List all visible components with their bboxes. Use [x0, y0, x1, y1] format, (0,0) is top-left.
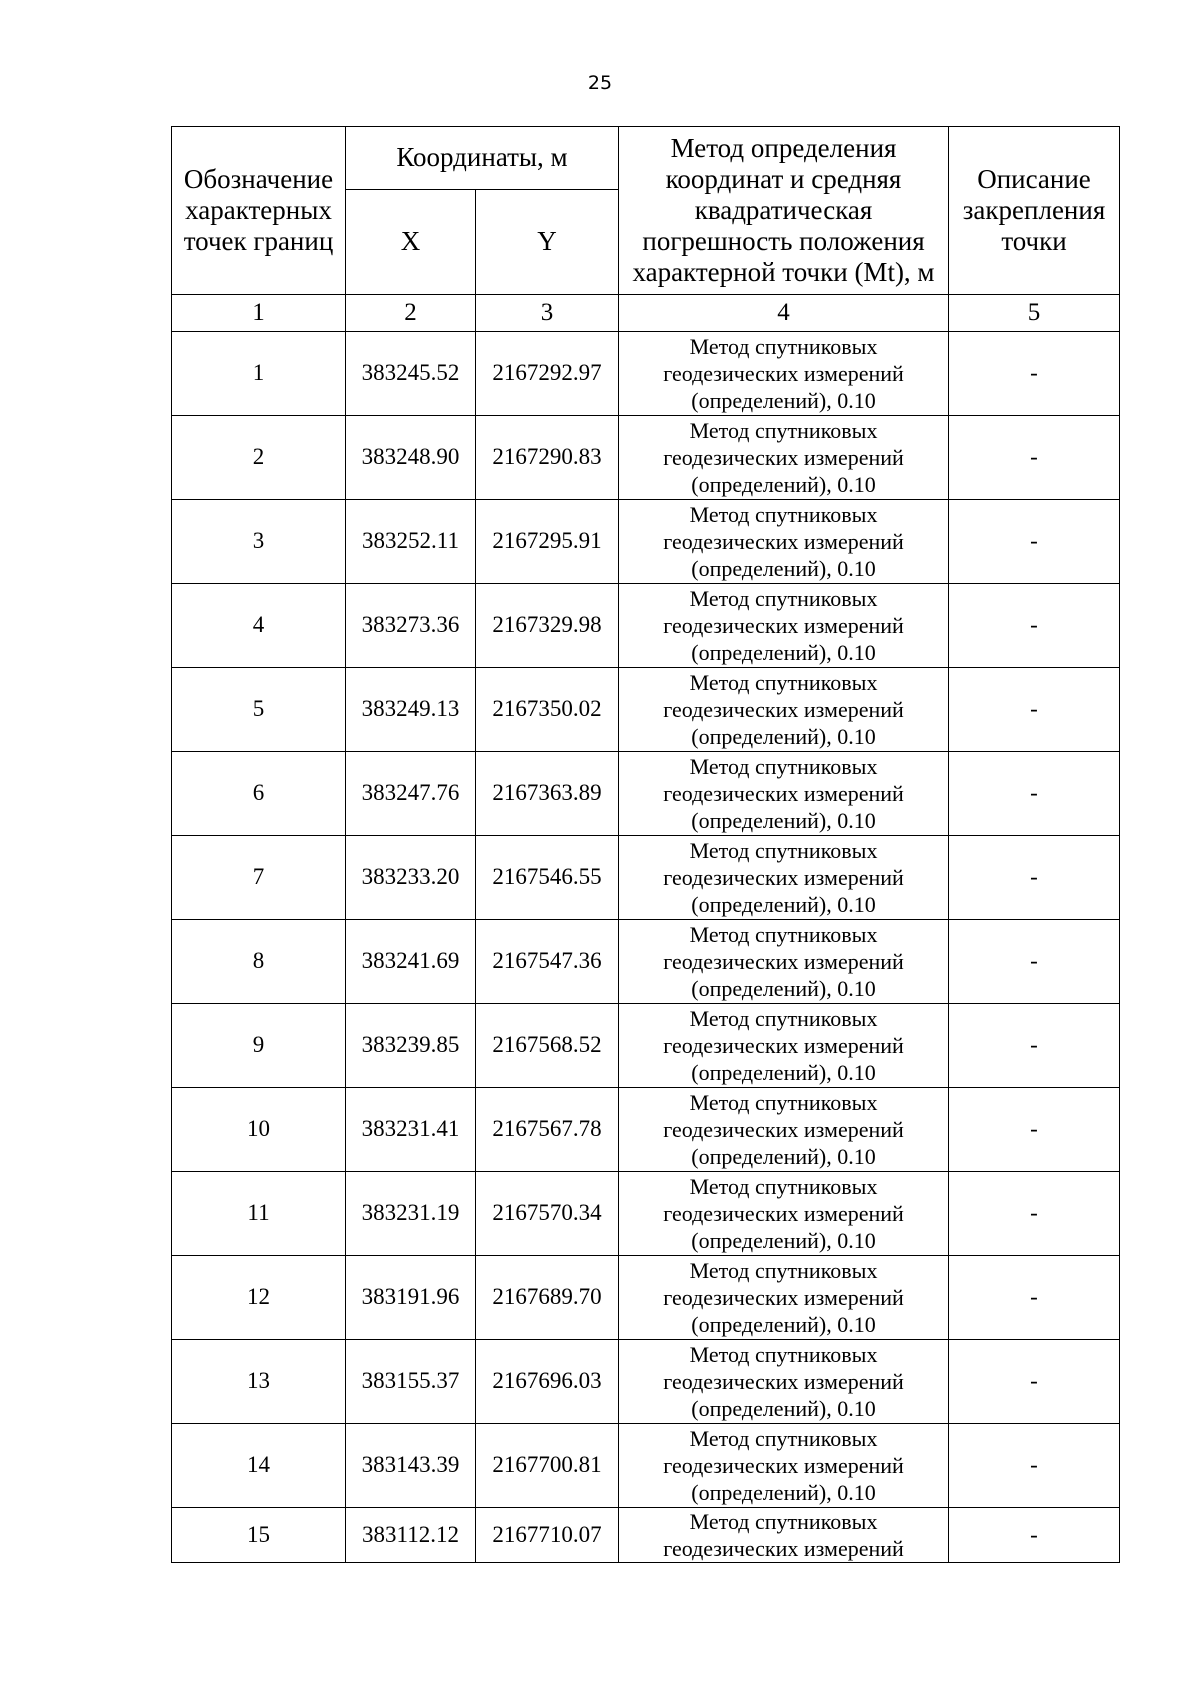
cell-y: 2167710.07 [476, 1508, 619, 1563]
column-number: 1 [172, 295, 346, 332]
table-row [172, 752, 1120, 836]
table-row [172, 1340, 1120, 1424]
method-line: геодезических измерений [663, 361, 904, 386]
method-line: Метод спутниковых [689, 838, 878, 863]
method-line: геодезических измерений [663, 1201, 904, 1226]
cell-y: 2167547.36 [476, 920, 619, 1004]
cell-x: 383112.12 [346, 1508, 476, 1563]
cell-x: 383249.13 [346, 668, 476, 752]
table-row [172, 1508, 1120, 1563]
cell-point: 4 [172, 584, 346, 668]
method-line: (определений), 0.10 [691, 640, 876, 665]
cell-method [619, 416, 949, 500]
cell-method [619, 332, 949, 416]
cell-y: 2167689.70 [476, 1256, 619, 1340]
cell-x: 383155.37 [346, 1340, 476, 1424]
header-y: Y [476, 190, 619, 295]
method-line: геодезических измерений [663, 613, 904, 638]
cell-method [619, 1424, 949, 1508]
cell-description: - [949, 416, 1120, 500]
method-line: (определений), 0.10 [691, 1228, 876, 1253]
method-line: геодезических измерений [663, 697, 904, 722]
cell-x: 383241.69 [346, 920, 476, 1004]
cell-point: 11 [172, 1172, 346, 1256]
cell-method [619, 836, 949, 920]
cell-description: - [949, 1256, 1120, 1340]
coordinates-table [171, 126, 1120, 1563]
method-line: геодезических измерений [663, 1285, 904, 1310]
cell-x: 383239.85 [346, 1004, 476, 1088]
header-x: X [346, 190, 476, 295]
method-line: геодезических измерений [663, 445, 904, 470]
table-row [172, 668, 1120, 752]
method-line: (определений), 0.10 [691, 1312, 876, 1337]
cell-method [619, 1508, 949, 1563]
cell-x: 383233.20 [346, 836, 476, 920]
table-row [172, 1088, 1120, 1172]
cell-point: 10 [172, 1088, 346, 1172]
cell-description: - [949, 1088, 1120, 1172]
cell-x: 383273.36 [346, 584, 476, 668]
table-row [172, 920, 1120, 1004]
cell-y: 2167350.02 [476, 668, 619, 752]
method-line: (определений), 0.10 [691, 1480, 876, 1505]
header-description: Описание закрепления точки [949, 127, 1120, 295]
cell-x: 383248.90 [346, 416, 476, 500]
table-row [172, 1004, 1120, 1088]
cell-point: 12 [172, 1256, 346, 1340]
method-line: Метод спутниковых [689, 1258, 878, 1283]
cell-method [619, 1340, 949, 1424]
cell-method [619, 584, 949, 668]
cell-method [619, 1088, 949, 1172]
method-line: (определений), 0.10 [691, 892, 876, 917]
method-line: (определений), 0.10 [691, 472, 876, 497]
page-number: 25 [587, 72, 613, 94]
cell-point: 2 [172, 416, 346, 500]
table-row [172, 500, 1120, 584]
cell-description: - [949, 1172, 1120, 1256]
table-row [172, 416, 1120, 500]
method-line: Метод спутниковых [689, 1174, 878, 1199]
cell-point: 6 [172, 752, 346, 836]
method-line: геодезических измерений [663, 949, 904, 974]
cell-y: 2167295.91 [476, 500, 619, 584]
method-line: геодезических измерений [663, 1453, 904, 1478]
header-designation: Обозначение характерных точек границ [172, 127, 346, 295]
table-row [172, 1256, 1120, 1340]
cell-x: 383252.11 [346, 500, 476, 584]
cell-point: 5 [172, 668, 346, 752]
cell-method [619, 500, 949, 584]
method-line: (определений), 0.10 [691, 388, 876, 413]
cell-x: 383143.39 [346, 1424, 476, 1508]
method-line: (определений), 0.10 [691, 724, 876, 749]
method-line: Метод спутниковых [689, 1509, 878, 1534]
cell-point: 15 [172, 1508, 346, 1563]
method-line: Метод спутниковых [689, 922, 878, 947]
cell-x: 383231.19 [346, 1172, 476, 1256]
cell-y: 2167700.81 [476, 1424, 619, 1508]
method-line: Метод спутниковых [689, 1426, 878, 1451]
cell-x: 383191.96 [346, 1256, 476, 1340]
cell-method [619, 920, 949, 1004]
cell-point: 13 [172, 1340, 346, 1424]
cell-y: 2167292.97 [476, 332, 619, 416]
column-number: 3 [476, 295, 619, 332]
method-line: (определений), 0.10 [691, 556, 876, 581]
cell-method [619, 1256, 949, 1340]
table-row [172, 1424, 1120, 1508]
cell-y: 2167546.55 [476, 836, 619, 920]
method-line: геодезических измерений [663, 1117, 904, 1142]
method-line: Метод спутниковых [689, 1006, 878, 1031]
cell-method [619, 752, 949, 836]
cell-description: - [949, 1004, 1120, 1088]
cell-y: 2167568.52 [476, 1004, 619, 1088]
cell-point: 3 [172, 500, 346, 584]
column-number: 5 [949, 295, 1120, 332]
cell-y: 2167329.98 [476, 584, 619, 668]
method-line: геодезических измерений [663, 1536, 904, 1561]
table-body [172, 332, 1120, 1563]
cell-point: 14 [172, 1424, 346, 1508]
cell-y: 2167290.83 [476, 416, 619, 500]
method-line: геодезических измерений [663, 781, 904, 806]
cell-description: - [949, 920, 1120, 1004]
method-line: Метод спутниковых [689, 586, 878, 611]
method-line: Метод спутниковых [689, 754, 878, 779]
method-line: (определений), 0.10 [691, 1144, 876, 1169]
method-line: геодезических измерений [663, 529, 904, 554]
method-line: Метод спутниковых [689, 334, 878, 359]
table-row [172, 1172, 1120, 1256]
cell-description: - [949, 1340, 1120, 1424]
column-number: 2 [346, 295, 476, 332]
cell-description: - [949, 584, 1120, 668]
column-numbers-row [172, 295, 1120, 332]
table-row [172, 836, 1120, 920]
cell-point: 1 [172, 332, 346, 416]
method-line: (определений), 0.10 [691, 808, 876, 833]
method-line: геодезических измерений [663, 1369, 904, 1394]
column-number: 4 [619, 295, 949, 332]
cell-description: - [949, 836, 1120, 920]
header-coordinates: Координаты, м [346, 127, 619, 190]
method-line: Метод спутниковых [689, 1090, 878, 1115]
cell-x: 383245.52 [346, 332, 476, 416]
method-line: Метод спутниковых [689, 502, 878, 527]
cell-method [619, 668, 949, 752]
cell-description: - [949, 1508, 1120, 1563]
cell-y: 2167567.78 [476, 1088, 619, 1172]
cell-x: 383231.41 [346, 1088, 476, 1172]
method-line: Метод спутниковых [689, 418, 878, 443]
method-line: (определений), 0.10 [691, 976, 876, 1001]
cell-y: 2167363.89 [476, 752, 619, 836]
method-line: (определений), 0.10 [691, 1060, 876, 1085]
cell-description: - [949, 1424, 1120, 1508]
cell-x: 383247.76 [346, 752, 476, 836]
cell-y: 2167696.03 [476, 1340, 619, 1424]
cell-method [619, 1172, 949, 1256]
cell-method [619, 1004, 949, 1088]
cell-point: 9 [172, 1004, 346, 1088]
cell-description: - [949, 668, 1120, 752]
table-row [172, 332, 1120, 416]
method-line: Метод спутниковых [689, 1342, 878, 1367]
cell-point: 7 [172, 836, 346, 920]
cell-description: - [949, 332, 1120, 416]
coordinates-table-container [171, 126, 1119, 1563]
cell-point: 8 [172, 920, 346, 1004]
method-line: геодезических измерений [663, 1033, 904, 1058]
header-method: Метод определения координат и средняя квадратическая погрешность положения характерной точки (Mt), м [619, 127, 949, 295]
method-line: геодезических измерений [663, 865, 904, 890]
method-line: Метод спутниковых [689, 670, 878, 695]
cell-description: - [949, 500, 1120, 584]
cell-description: - [949, 752, 1120, 836]
method-line: (определений), 0.10 [691, 1396, 876, 1421]
cell-y: 2167570.34 [476, 1172, 619, 1256]
table-row [172, 584, 1120, 668]
